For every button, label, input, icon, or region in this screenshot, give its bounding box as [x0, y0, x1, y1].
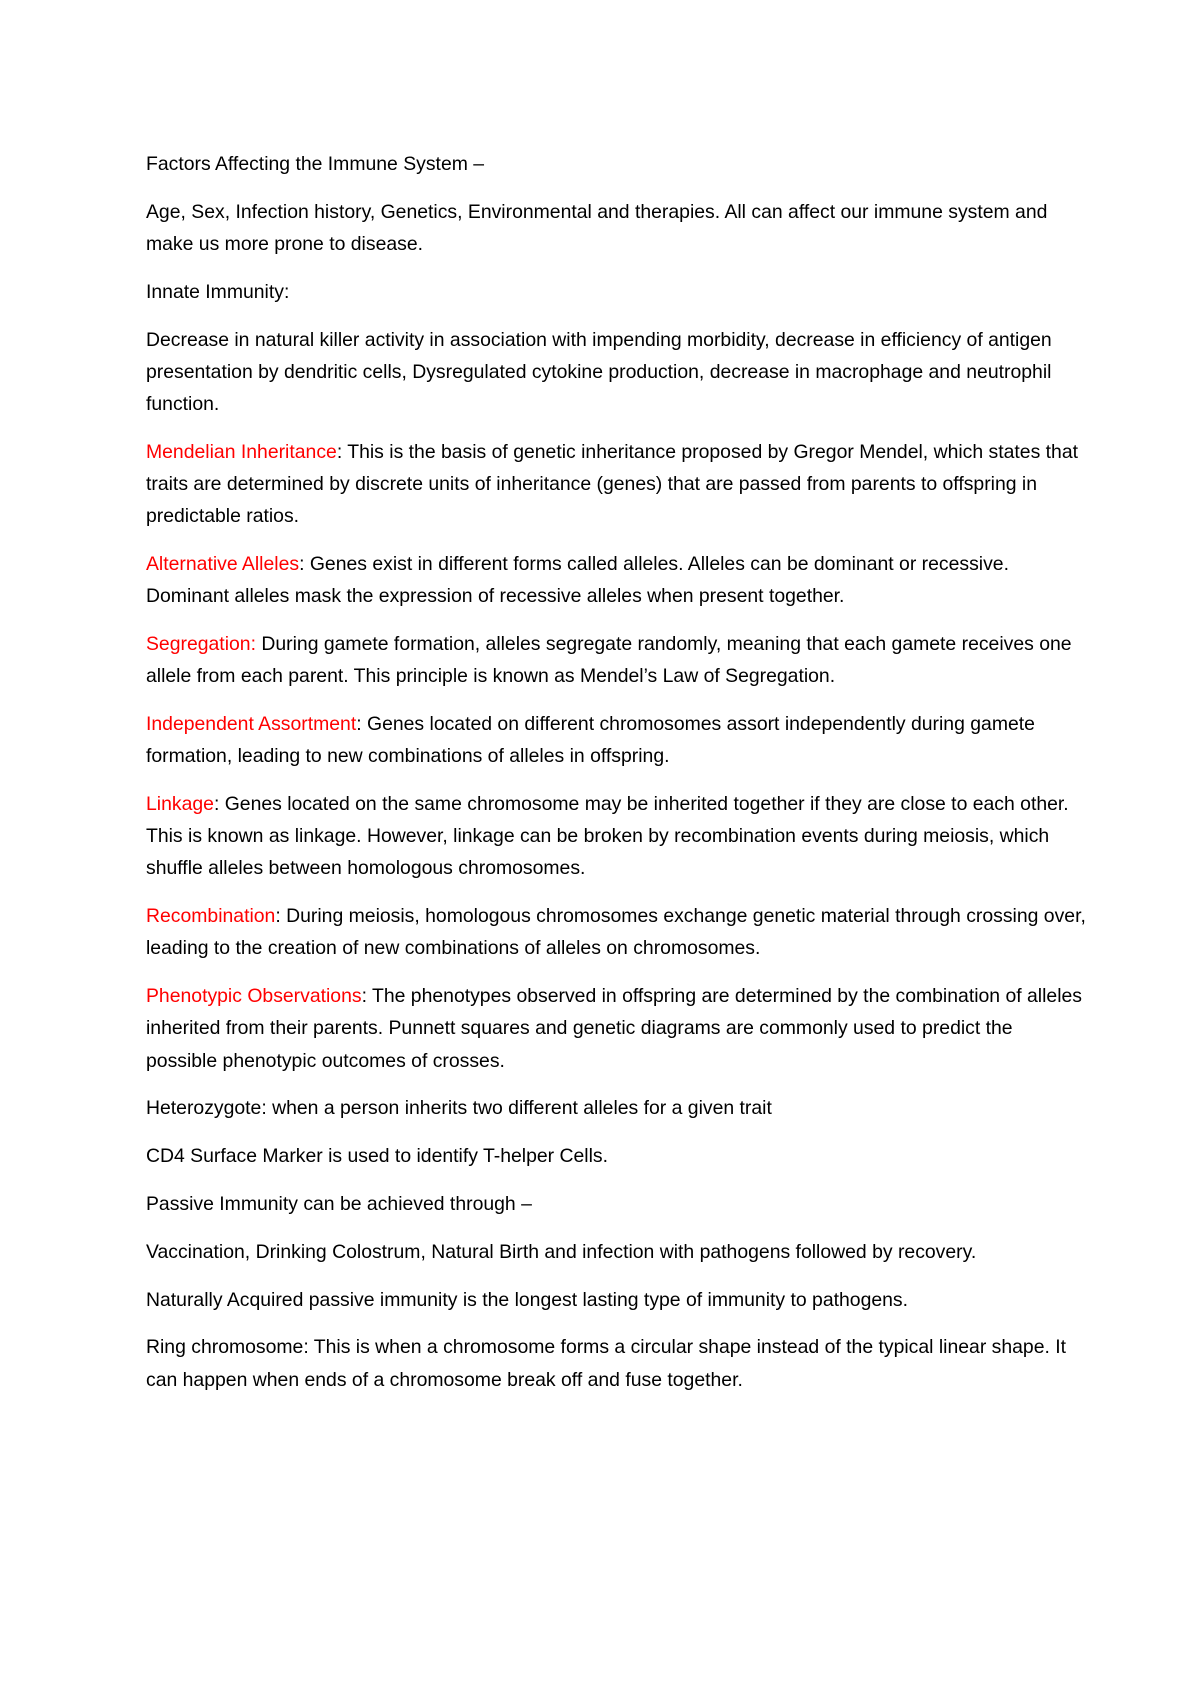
term-segregation: Segregation: [146, 633, 256, 655]
term-mendelian-inheritance: Mendelian Inheritance [146, 440, 337, 463]
term-alternative-alleles: Alternative Alleles [146, 553, 300, 575]
paragraph-immune-factors: Age, Sex, Infection history, Genetics, Environmental and therapies. All can affect our immune system and make us more prone to disease. [146, 200, 1048, 255]
paragraph-segregation: Segregation: During gamete formation, alleles segregate randomly, meaning that each gamete receives one allele from each parent. This principle is known as Mendel’s Law of Segregation. [146, 633, 1072, 688]
paragraph-heterozygote: Heterozygote: when a person inherits two different alleles for a given trait [146, 1097, 772, 1120]
paragraph-ring-chromosome: Ring chromosome: This is when a chromosome forms a circular shape instead of the typical linear shape. It can happen when ends of a chromosome break off and fuse together. [146, 1336, 1067, 1391]
paragraph-independent-assortment: Independent Assortment: Genes located on different chromosomes assort independently during gamete formation, leading to new combinations of alleles in offspring. [146, 713, 1035, 768]
term-recombination: Recombination [146, 905, 276, 928]
paragraph-cd4-marker: CD4 Surface Marker is used to identify T-helper Cells. [146, 1145, 608, 1168]
term-independent-assortment: Independent Assortment [146, 713, 357, 735]
paragraph-immune-factors-heading: Factors Affecting the Immune System – [146, 153, 485, 175]
document-page [146, 148, 1086, 1411]
paragraph-naturally-acquired: Naturally Acquired passive immunity is the longest lasting type of immunity to pathogens. [146, 1288, 909, 1311]
paragraph-recombination: Recombination: During meiosis, homologous chromosomes exchange genetic material through crossing over, leading to the creation of new combinations of alleles on chromosomes. [146, 905, 1086, 960]
paragraph-phenotypic-observations: Phenotypic Observations: The phenotypes observed in offspring are determined by the combination of alleles inherited from their parents. Punnett squares and genetic diagrams are commonly used to predict the possible phenotypic outcomes of crosses. [146, 985, 1082, 1072]
paragraph-passive-immunity-methods: Vaccination, Drinking Colostrum, Natural Birth and infection with pathogens followed by recovery. [146, 1240, 977, 1263]
paragraph-alternative-alleles: Alternative Alleles: Genes exist in different forms called alleles. Alleles can be dominant or recessive. Dominant alleles mask the expression of recessive alleles when present together. [146, 553, 1009, 608]
term-linkage: Linkage [146, 793, 214, 815]
paragraph-linkage: Linkage: Genes located on the same chromosome may be inherited together if they are close to each other. This is known as linkage. However, linkage can be broken by recombination events during meiosis, which shuffle alleles between homologous chromosomes. [146, 793, 1069, 880]
paragraph-innate-immunity-heading: Innate Immunity: [146, 280, 290, 303]
paragraph-passive-immunity-heading: Passive Immunity can be achieved through – [146, 1193, 532, 1215]
paragraph-innate-immunity: Decrease in natural killer activity in association with impending morbidity, decrease in efficiency of antigen presentation by dendritic cells, Dysregulated cytokine production, decrease in macrophage and neutrophil function. [146, 328, 1052, 415]
term-phenotypic-observations: Phenotypic Observations [146, 985, 362, 1008]
paragraph-mendelian-inheritance: Mendelian Inheritance: This is the basis of genetic inheritance proposed by Gregor Mendel, which states that traits are determined by discrete units of inheritance (genes) that are passed from parents to offspring in predictable ratios. [146, 440, 1079, 528]
